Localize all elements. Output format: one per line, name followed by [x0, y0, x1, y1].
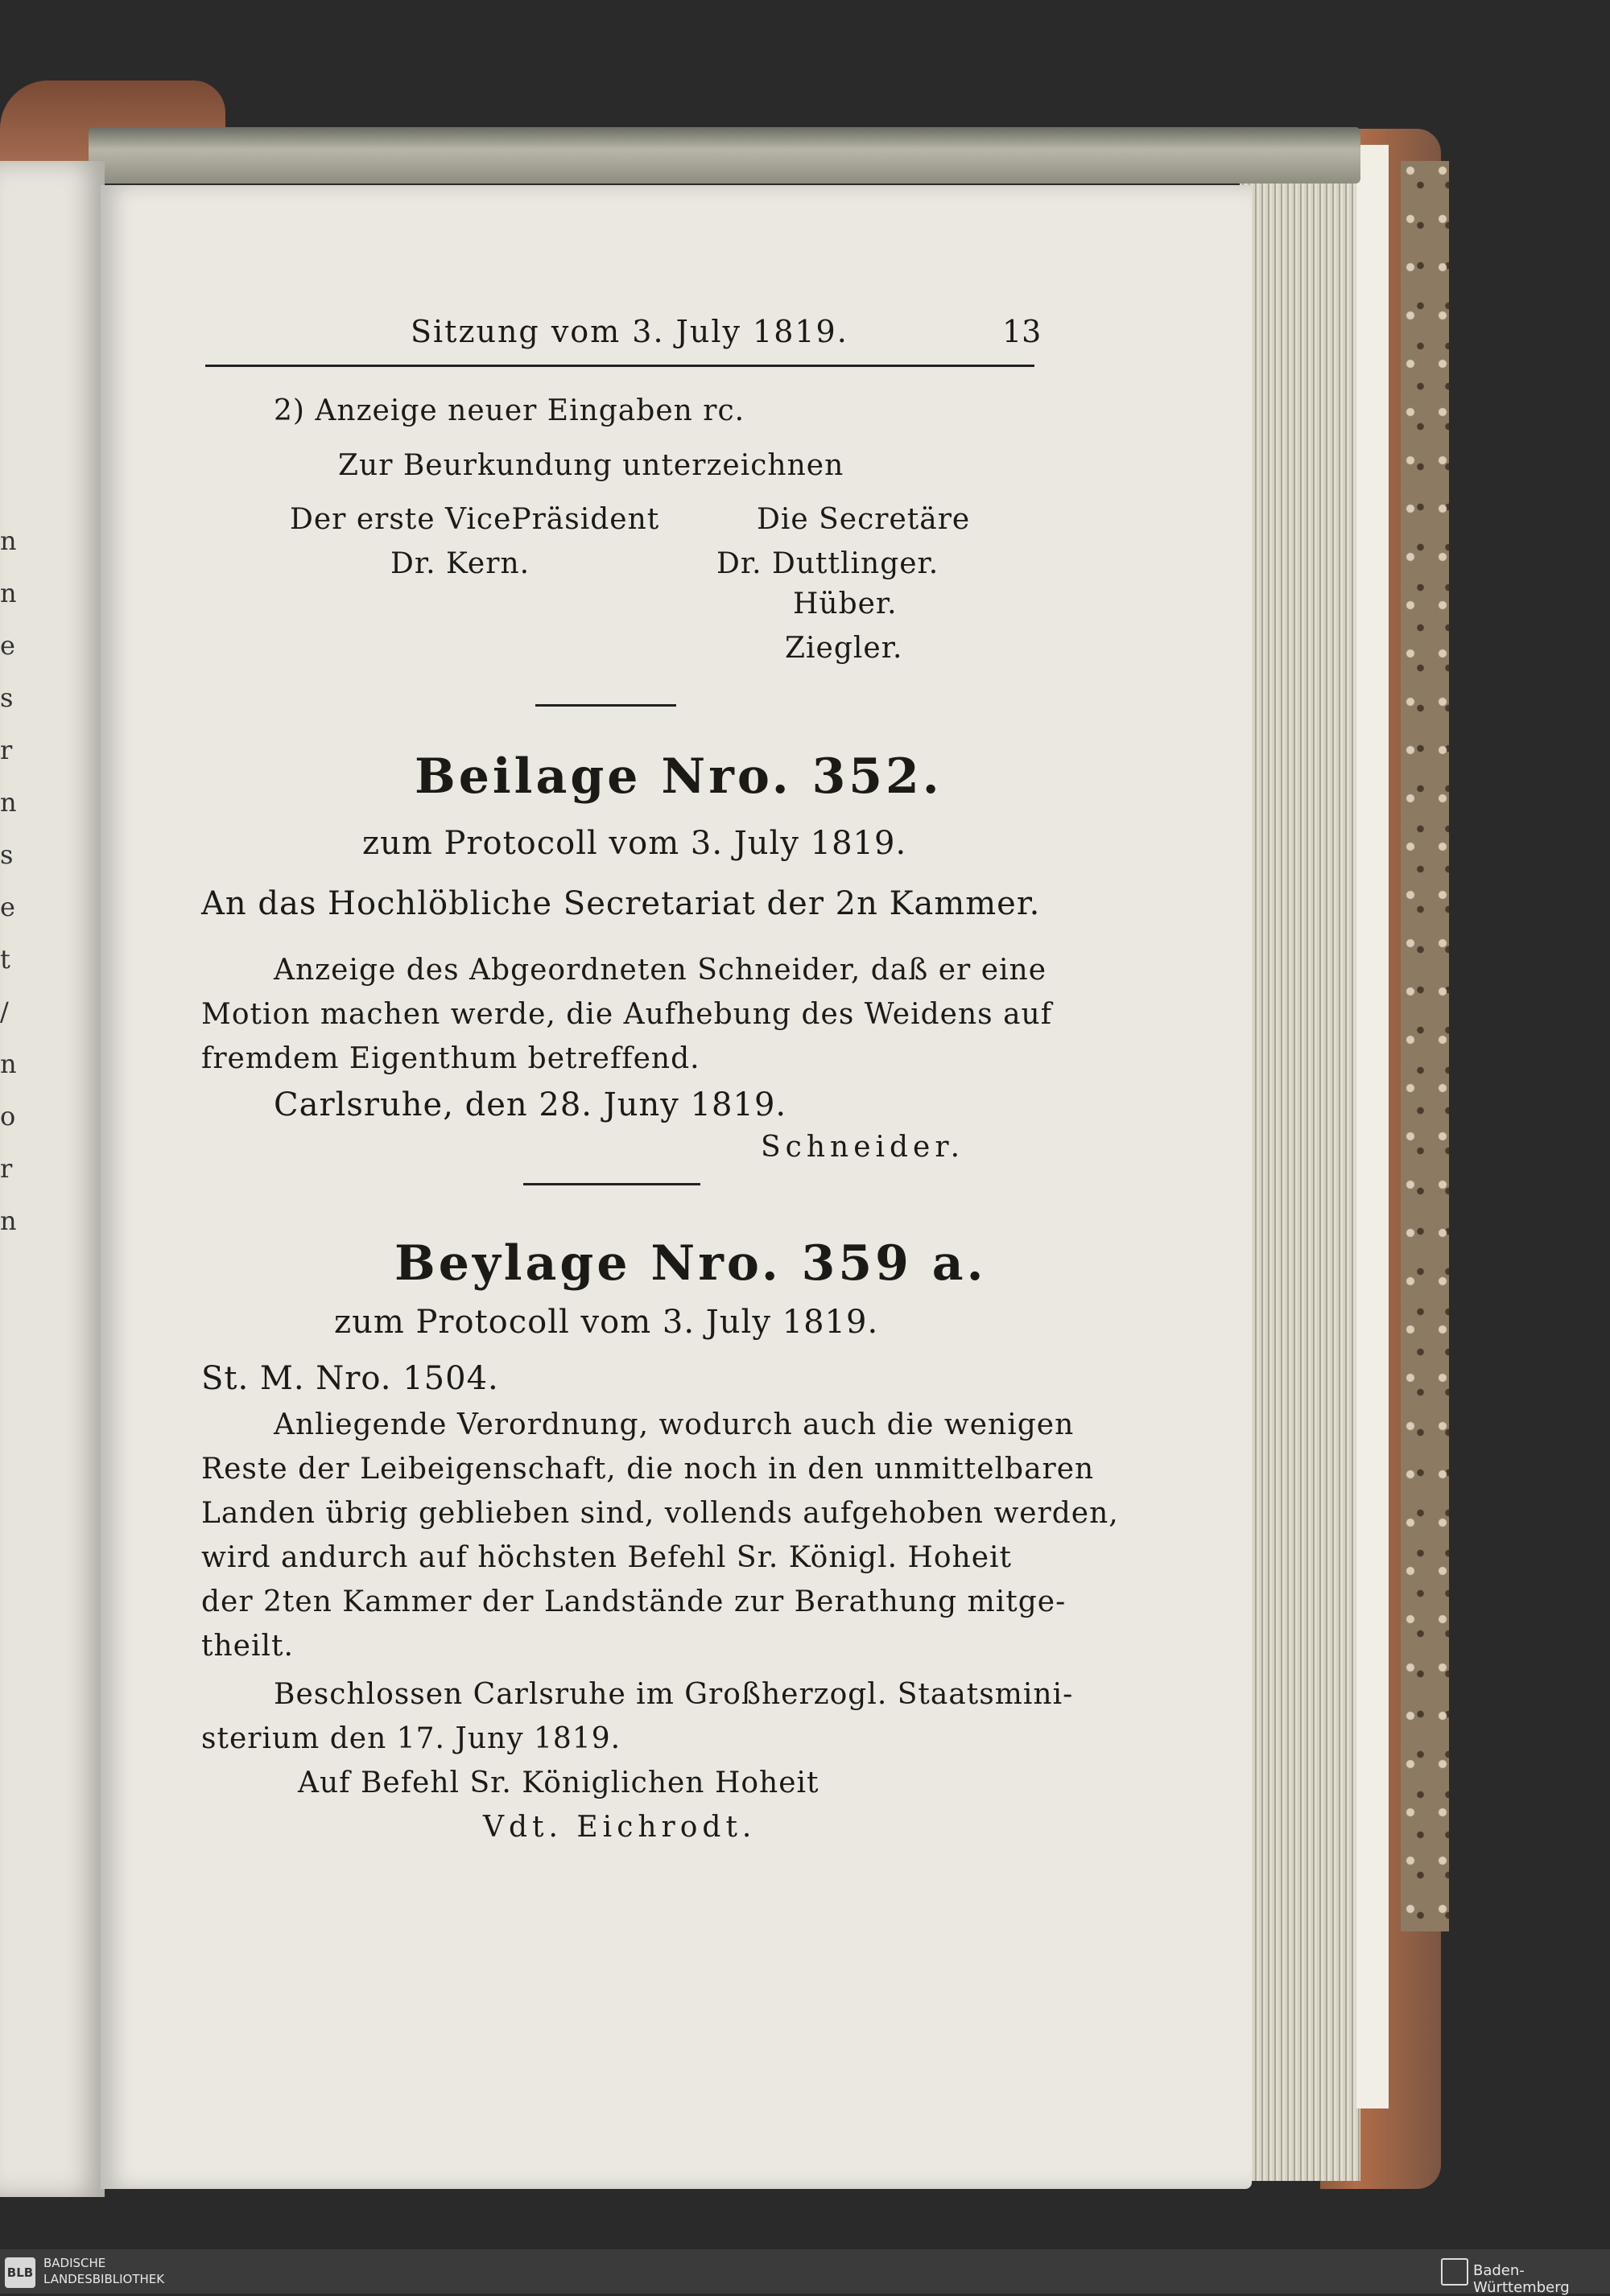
section-divider — [535, 704, 676, 707]
beylage-protocol: zum Protocoll vom 3. July 1819. — [334, 1304, 879, 1341]
right-page — [101, 185, 1252, 2189]
beylage-order: Auf Befehl Sr. Königlichen Hoheit — [298, 1766, 819, 1799]
beilage-signature: Schneider. — [761, 1131, 965, 1164]
beilage-protocol: zum Protocoll vom 3. July 1819. — [362, 825, 907, 862]
left-fragment: s — [0, 839, 14, 870]
left-fragment: o — [0, 1101, 16, 1132]
header-rule — [205, 365, 1034, 367]
beylage-title: Beylage Nro. 359 a. — [394, 1235, 987, 1292]
left-fragment: e — [0, 630, 15, 661]
vice-president-title: Der erste VicePräsident — [290, 503, 660, 536]
baden-wuerttemberg-crest-icon — [1441, 2258, 1468, 2286]
certification-line: Zur Beurkundung unterzeichnen — [338, 449, 844, 482]
page-number: 13 — [1002, 314, 1042, 349]
left-page — [0, 161, 105, 2197]
left-fragment: n — [0, 578, 17, 608]
left-fragment: r — [0, 1153, 13, 1184]
blb-logo[interactable]: BLB — [5, 2257, 35, 2288]
page-stack — [1240, 153, 1360, 2181]
beilage-address: An das Hochlöbliche Secretariat der 2n Kammer. — [201, 885, 1041, 922]
beylage-body-line: Landen übrig geblieben sind, vollends aufgehoben werden, — [201, 1497, 1119, 1530]
agenda-item: 2) Anzeige neuer Eingaben rc. — [274, 394, 745, 427]
section-divider — [523, 1183, 700, 1185]
left-fragment: n — [0, 1206, 17, 1236]
beylage-closing-line: sterium den 17. Juny 1819. — [201, 1722, 621, 1755]
beylage-signature: Vdt. Eichrodt. — [483, 1811, 757, 1844]
secretaries-title: Die Secretäre — [757, 503, 971, 536]
secretary-name: Ziegler. — [785, 632, 903, 665]
beylage-body-line: der 2ten Kammer der Landstände zur Berathung mitge- — [201, 1585, 1067, 1618]
beilage-place-date: Carlsruhe, den 28. Juny 1819. — [274, 1086, 787, 1123]
footer-bar — [0, 2249, 1610, 2294]
secretary-name: Dr. Duttlinger. — [716, 547, 939, 580]
beilage-body-line: Motion machen werde, die Aufhebung des Weidens auf — [201, 998, 1053, 1031]
beylage-closing-line: Beschlossen Carlsruhe im Großherzogl. Staatsmini- — [274, 1678, 1074, 1711]
left-fragment: / — [0, 996, 9, 1027]
institution-name-line1: BADISCHE — [43, 2256, 106, 2270]
beylage-reference: St. M. Nro. 1504. — [201, 1360, 499, 1397]
left-fragment: s — [0, 682, 14, 713]
beilage-body-line: fremdem Eigenthum betreffend. — [201, 1042, 700, 1075]
institution-name-line2: LANDESBIBLIOTHEK — [43, 2272, 165, 2286]
beylage-body-line: Reste der Leibeigenschaft, die noch in den unmittelbaren — [201, 1453, 1095, 1486]
left-fragment: n — [0, 1049, 17, 1079]
flyleaf — [1356, 145, 1389, 2108]
left-fragment: n — [0, 787, 17, 818]
beylage-body-line: wird andurch auf höchsten Befehl Sr. Königl. Hoheit — [201, 1541, 1013, 1574]
beilage-body-line: Anzeige des Abgeordneten Schneider, daß er eine — [274, 954, 1047, 987]
vice-president-name: Dr. Kern. — [390, 547, 530, 580]
left-fragment: n — [0, 526, 17, 556]
beylage-body-line: Anliegende Verordnung, wodurch auch die wenigen — [274, 1408, 1075, 1441]
left-fragment: r — [0, 735, 13, 765]
left-fragment: t — [0, 944, 10, 975]
running-head: Sitzung vom 3. July 1819. — [411, 314, 848, 349]
secretary-name: Hüber. — [793, 587, 898, 620]
beylage-body-line: theilt. — [201, 1630, 294, 1663]
baden-wuerttemberg-label[interactable]: Baden-Württemberg — [1473, 2262, 1570, 2296]
marbled-edge — [1401, 161, 1449, 1931]
page-edge-top — [89, 127, 1360, 183]
left-page-fragments — [0, 515, 24, 1247]
beilage-title: Beilage Nro. 352. — [415, 748, 943, 805]
left-fragment: e — [0, 892, 15, 922]
